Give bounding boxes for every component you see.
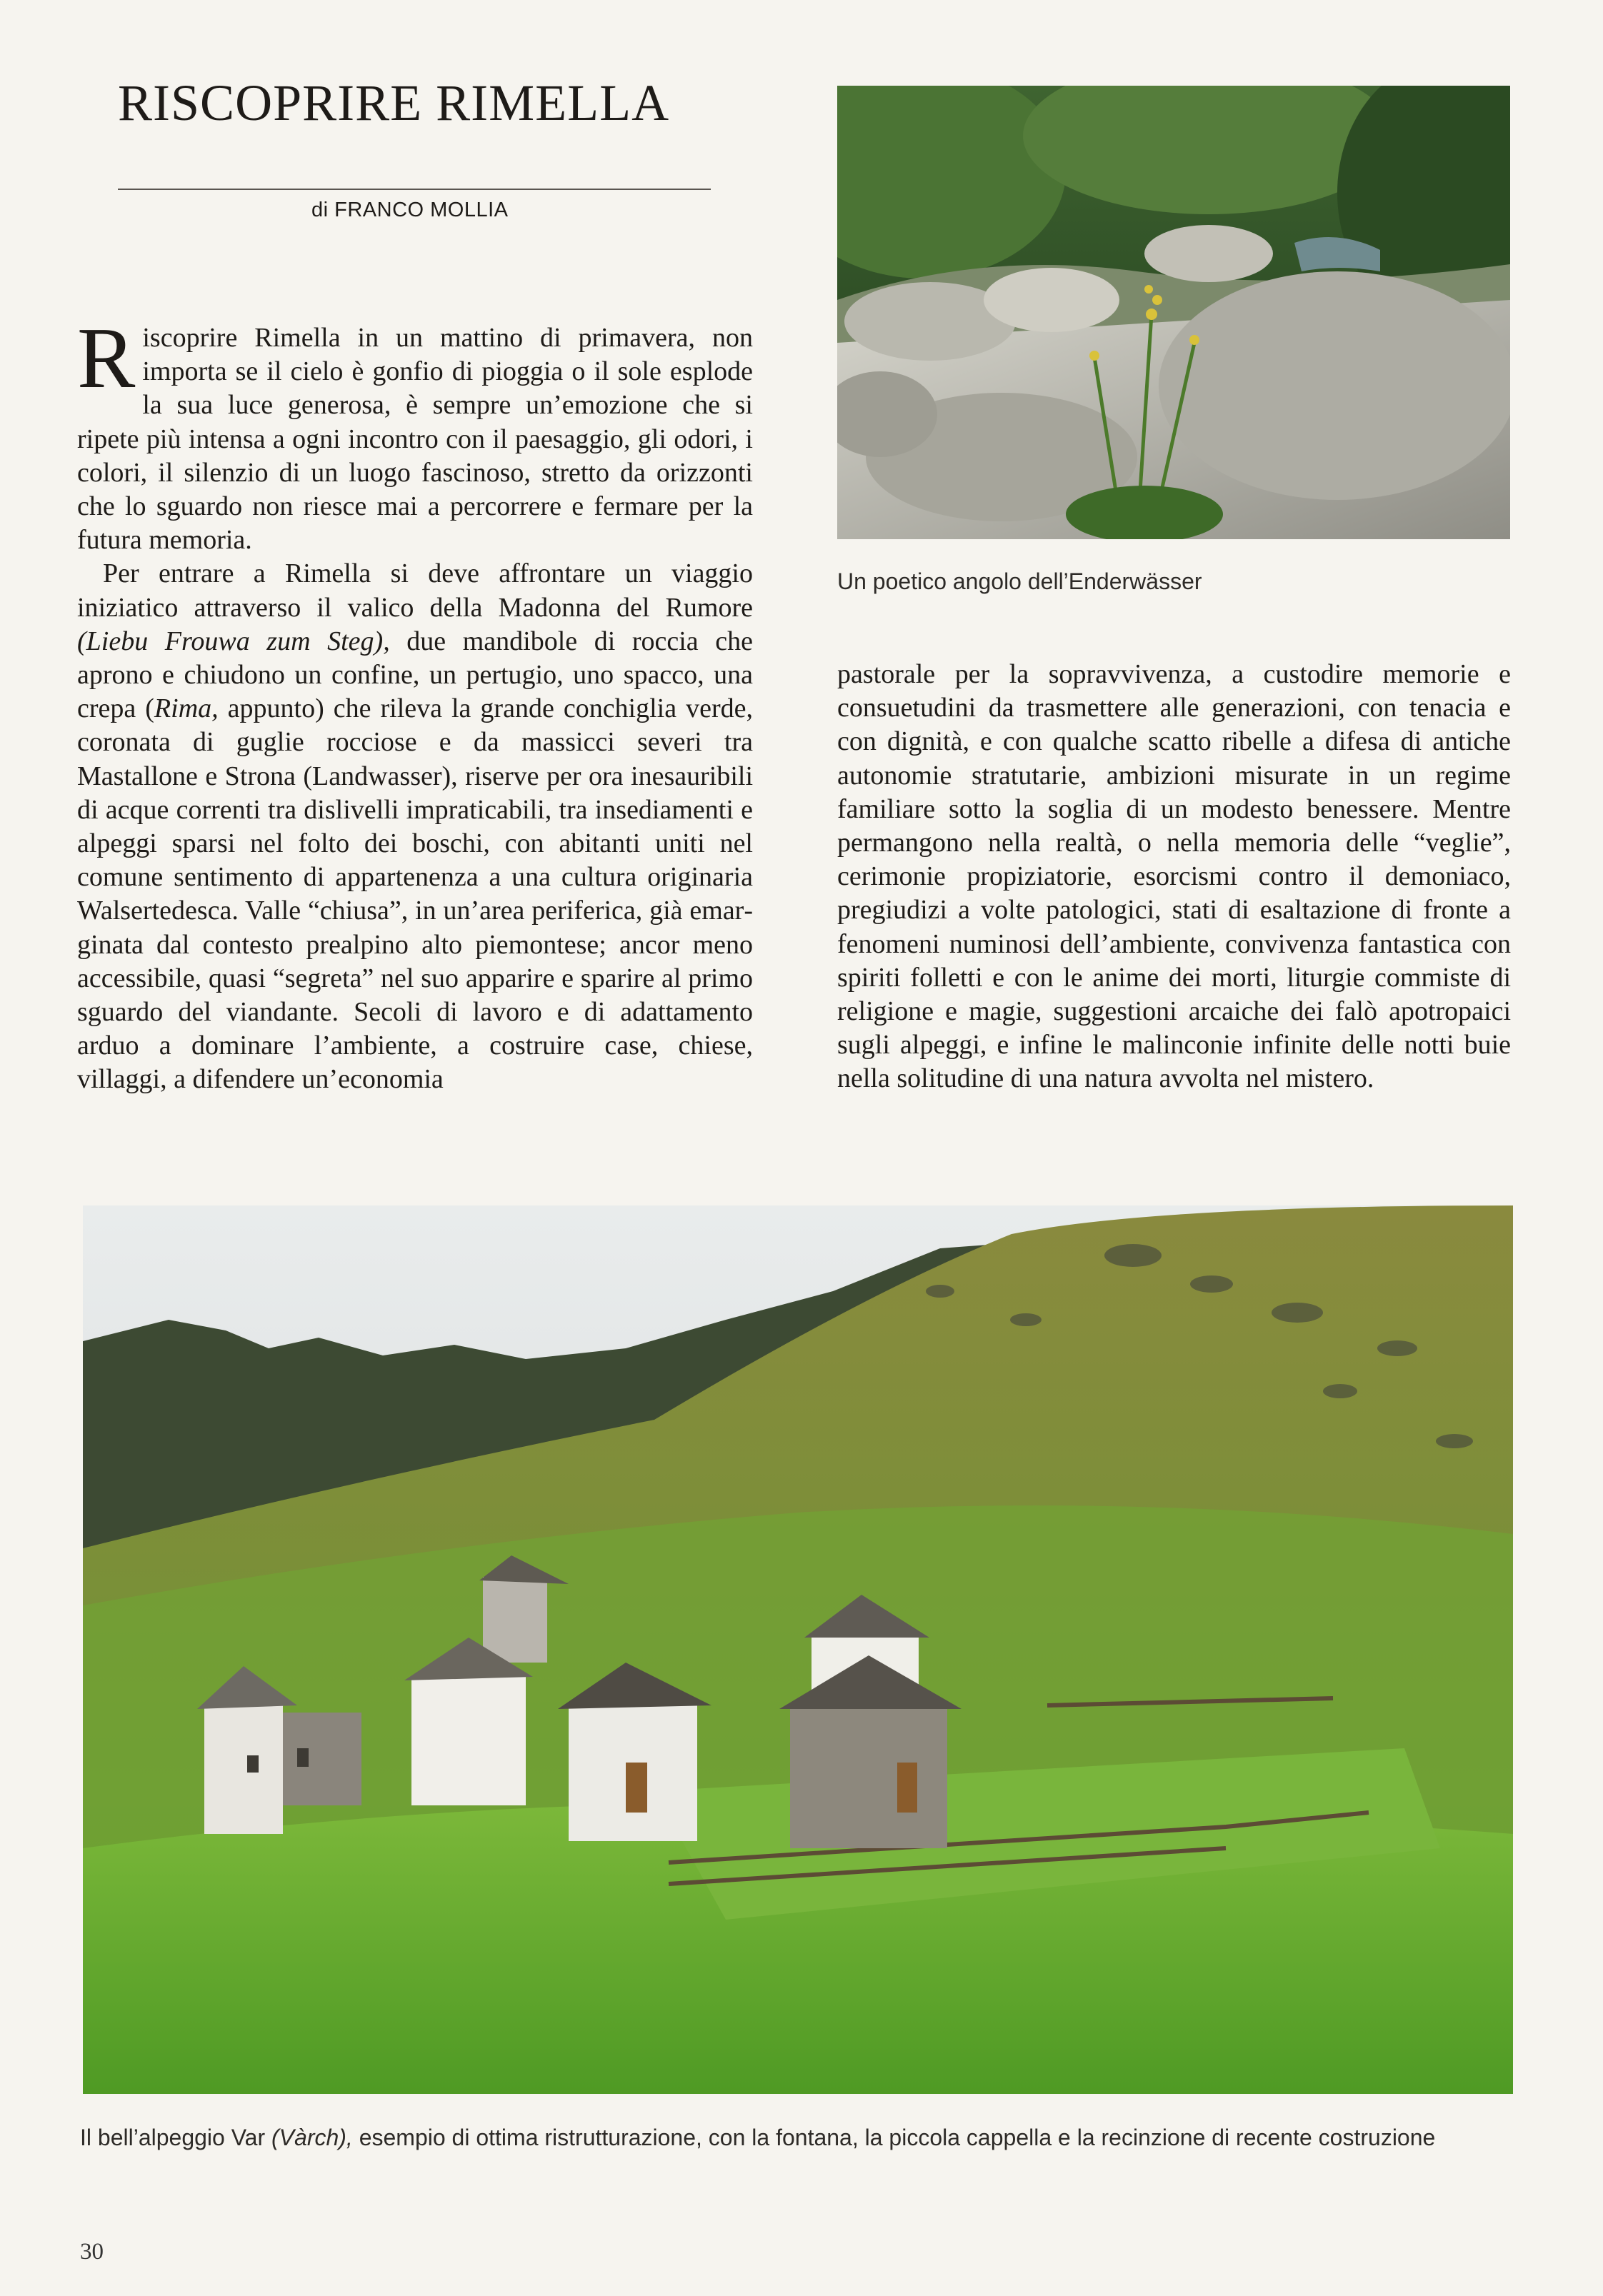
paragraph-1-text: iscoprire Rimella in un mattino di primavera, non importa se il cielo è gonfio di pioggia o il sole esplode la sua luce generosa, è sempre un’emozione che si ripete più intensa a ogni incontro con il paesaggio, gli odori, i colori, il silenzio di un luogo fascinoso, stretto da orizzonti che lo sguardo non riesce mai a percorrere e fermare per la futura memoria.	[77, 323, 753, 556]
caption-bottom	[80, 2121, 1513, 2154]
photo-alpeggio-var	[83, 1205, 1513, 2094]
p2-text-c: due mandibole di roccia che aprono e chiudono un confine, un pertugio, uno spacco, una crepa (	[77, 626, 753, 724]
p2-italic-name: (Liebu Frouwa zum Steg),	[77, 626, 390, 656]
page-number: 30	[80, 2239, 104, 2265]
p2-italic-rima: Rima,	[154, 693, 219, 724]
drop-cap: R	[77, 310, 136, 406]
paragraph-1	[77, 310, 753, 557]
caption-top: Un poetico angolo dell’Enderwässer	[837, 568, 1202, 594]
p2-text-e: appunto) che rileva la grande conchiglia verde, coronata di guglie rocciose e da massicci severi tra Mastallone e Strona (Landwasser), riserve per ora inesauribili di acque correnti tra dislivelli impraticabili, tra insediamenti e alpeggi sparsi nel folto dei boschi, con abitanti uniti nel comune sentimento di appartenenza a una cultura originaria Walsertedesca. Valle “chiusa”, in un’area periferica, già emarginata dal contesto prealpino alto piemontese; ancor meno accessibile, quasi “segreta” nel suo apparire e sparire al primo sguardo del viandante. Secoli di lavoro e di adattamento arduo a dominare l’ambiente, a costruire case, chiese, villaggi, a difendere un’economia	[77, 693, 753, 1095]
byline: di FRANCO MOLLIA	[311, 199, 509, 221]
paragraph-3: pastorale per la sopravvivenza, a custodire memorie e consuetudini da trasmettere alle generazioni, con tenacia e con dignità, e con qualche scatto ribelle a difesa di antiche autonomie stratutarie, ambizioni misurate in un regime familiare sotto la soglia di un modesto benessere. Mentre permangono nella realtà, o nella memoria delle “veglie”, cerimonie propiziatorie, esorcismi contro il demoniaco, pregiudizi a volte patologici, stati di esaltazione di fronte a fenomeni numinosi dell’ambiente, convivenza fantastica con spiriti folletti e con le anime dei morti, liturgie commiste di religione e magie, suggestioni arcaiche dei falò apotropaici sugli alpeggi, e infine le malinconie infinite delle notti buie nella solitudine di una natura avvolta nel mistero.	[837, 659, 1511, 1094]
article-title: RISCOPRIRE RIMELLA	[118, 74, 670, 131]
paragraph-2	[77, 557, 753, 1096]
text-column-left	[77, 310, 753, 1097]
p2-text-a: Per entrare a Rimella si deve affrontare un viaggio iniziatico attraverso il valico della Madonna del Rumore	[77, 558, 753, 623]
text-column-right	[837, 658, 1511, 1096]
caption-bottom-c: esempio di ottima ristrutturazione, con la fontana, la piccola cappella e la recinzione di recente costruzione	[352, 2125, 1436, 2150]
title-rule	[118, 189, 711, 190]
photo-enderwasser	[837, 86, 1510, 539]
caption-bottom-a: Il bell’alpeggio Var	[80, 2125, 272, 2150]
caption-bottom-italic: (Vàrch),	[271, 2125, 353, 2150]
